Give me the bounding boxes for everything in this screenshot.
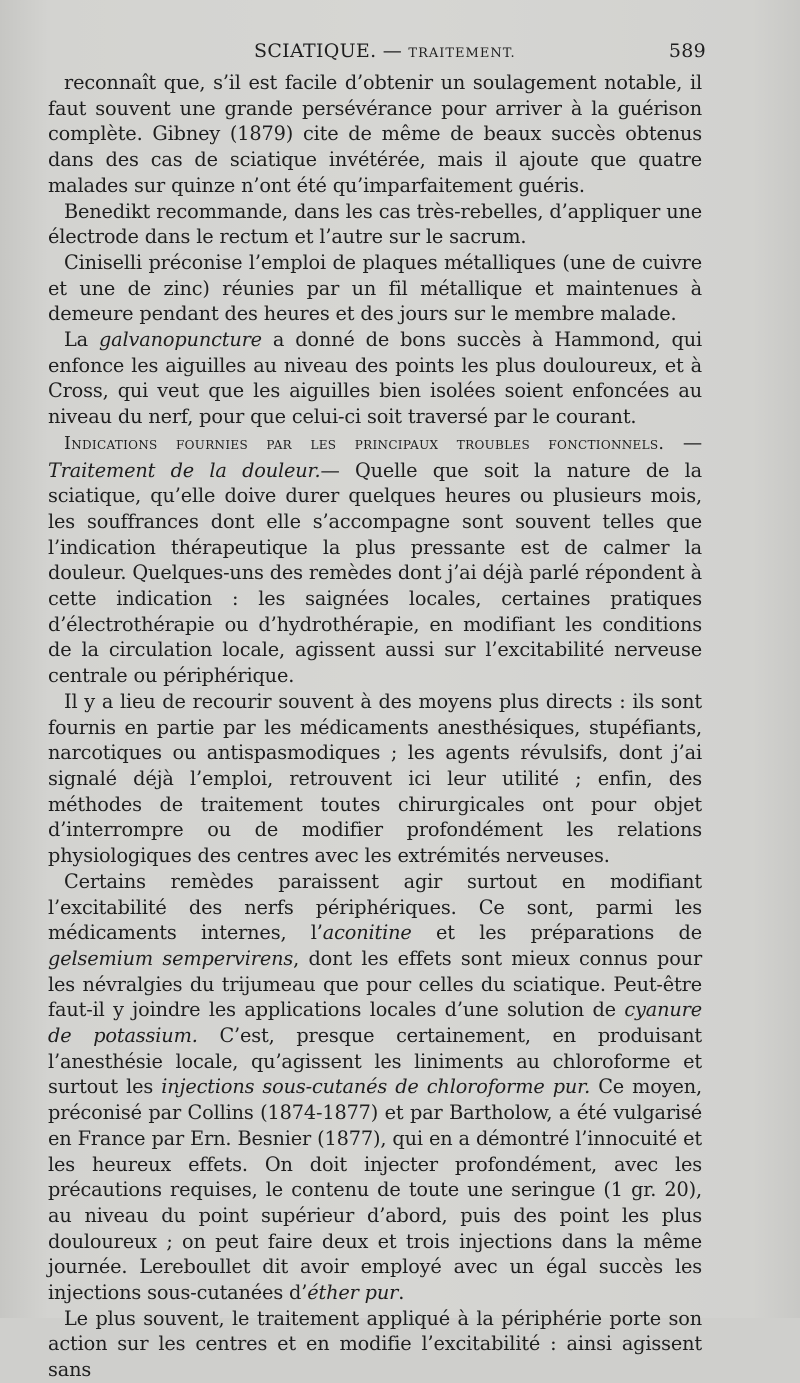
italic-run: éther pur bbox=[307, 1281, 399, 1305]
text-run: — bbox=[664, 430, 702, 454]
running-header bbox=[48, 40, 706, 70]
text-run: — Quelle que soit la nature de la sciatique, qu’elle doive durer quelques heures ou plusieurs mois, les souffrances dont elle s’accompagne sont souvent telles que l’indication thérapeutique la plus pressante est de calmer la douleur. Quelques-uns des remèdes dont j’ai déjà parlé répondent à cette indication : les saignées locales, certaines pratiques d’électrothérapie ou d’hydrothérapie, en modifiant les conditions de la circulation locale, agissent aussi sur l’excitabilité nerveuse centrale ou périphérique. bbox=[48, 458, 702, 688]
header-dash: — bbox=[376, 40, 409, 62]
text-run: reconnaît que, s’il est facile d’obtenir un soulagement notable, il faut souvent une grande persévérance pour arriver à la guérison complète. Gibney (1879) cite de même de beaux succès obtenus dans des cas de sciatique invétérée, mais il ajoute que quatre malades sur quinze n’ont été qu’imparfaitement guéris. bbox=[48, 71, 702, 197]
italic-run: galvanopuncture bbox=[98, 328, 262, 352]
text-run: a donné de bons succès à Hammond, qui enfonce les aiguilles au niveau des points les plus douloureux, et à Cross, qui veut que les aiguilles bien isolées soient enfoncées au niveau du nerf, pour que celui-ci soit traversé par le courant. bbox=[48, 328, 702, 429]
page-number: 589 bbox=[668, 40, 706, 62]
text-run: Benedikt recommande, dans les cas très-rebelles, d’appliquer une électrode dans le rectum et l’autre sur le sacrum. bbox=[48, 199, 702, 249]
body-text bbox=[48, 70, 702, 1383]
italic-run: cyanure de potassium. bbox=[48, 998, 702, 1048]
text-run: et les préparations de bbox=[411, 921, 702, 945]
text-run: Le plus souvent, le traitement appliqué à la périphérie porte son action sur les centres et en modifie l’excitabilité : ainsi agissent sans bbox=[48, 1306, 702, 1382]
paragraph bbox=[48, 199, 702, 250]
section-title: TRAITEMENT. bbox=[408, 46, 516, 61]
paragraph bbox=[48, 869, 702, 1306]
text-run: Ce moyen, préconisé par Collins (1874-1877) et par Bartholow, a été vulgarisé en France par Ern. Besnier (1877), qui en a démontré l’innocuité et les heureux effets. On doit injecter profondément, avec les précautions requises, le contenu de toute une seringue (1 gr. 20), au niveau du point supérieur d’abord, puis des point les plus douloureux ; on peut faire deux et trois injections dans la même journée. Lereboullet dit avoir employé avec un égal succès les injections sous-cutanées d’ bbox=[48, 1075, 702, 1305]
paragraph bbox=[48, 250, 702, 327]
paragraph bbox=[48, 70, 702, 199]
section-heading: Indications fournies par les principaux troubles fonctionnels. bbox=[64, 433, 665, 454]
text-run: C’est, presque certainement, en produisant l’anesthésie locale, qu’agissent les liniments au chloroforme et surtout les bbox=[48, 1024, 702, 1099]
text-run: Certains remèdes paraissent agir surtout en modifiant l’excitabilité des nerfs périphériques. Ce sont, parmi les médicaments internes, l’ bbox=[48, 869, 702, 945]
text-run: Ciniselli préconise l’emploi de plaques métalliques (une de cuivre et une de zinc) réunies par un fil métallique et maintenues à demeure pendant des heures et des jours sur le membre malade. bbox=[48, 250, 702, 326]
running-title bbox=[254, 40, 516, 62]
chapter-title: SCIATIQUE. bbox=[254, 40, 377, 62]
italic-run: gelsemium sempervirens bbox=[48, 946, 294, 970]
paragraph bbox=[48, 1306, 702, 1383]
text-run: La bbox=[64, 328, 99, 352]
italic-run: aconitine bbox=[322, 921, 412, 945]
italic-run: Traitement de la douleur. bbox=[48, 458, 321, 482]
paragraph bbox=[48, 430, 702, 689]
paragraph bbox=[48, 689, 702, 869]
text-run: , dont les effets sont mieux connus pour les névralgies du trijumeau que pour celles du sciatique. Peut-être faut-il y joindre les applications locales d’une solution de bbox=[48, 946, 703, 1022]
text-run: Il y a lieu de recourir souvent à des moyens plus directs : ils sont fournis en partie par les médicaments anesthésiques, stupéfiants, narcotiques ou antispasmodiques ; les agents révulsifs, dont j’ai signalé déjà l’emploi, retrouvent ici leur utilité ; enfin, des méthodes de traitement toutes chirurgicales ont pour objet d’interrompre ou de modifier profondément les relations physiologiques des centres avec les extrémités nerveuses. bbox=[48, 689, 702, 868]
paragraph bbox=[48, 327, 702, 430]
italic-run: injections sous-cutanés de chloroforme pur. bbox=[161, 1075, 591, 1099]
text-run: . bbox=[398, 1281, 405, 1305]
